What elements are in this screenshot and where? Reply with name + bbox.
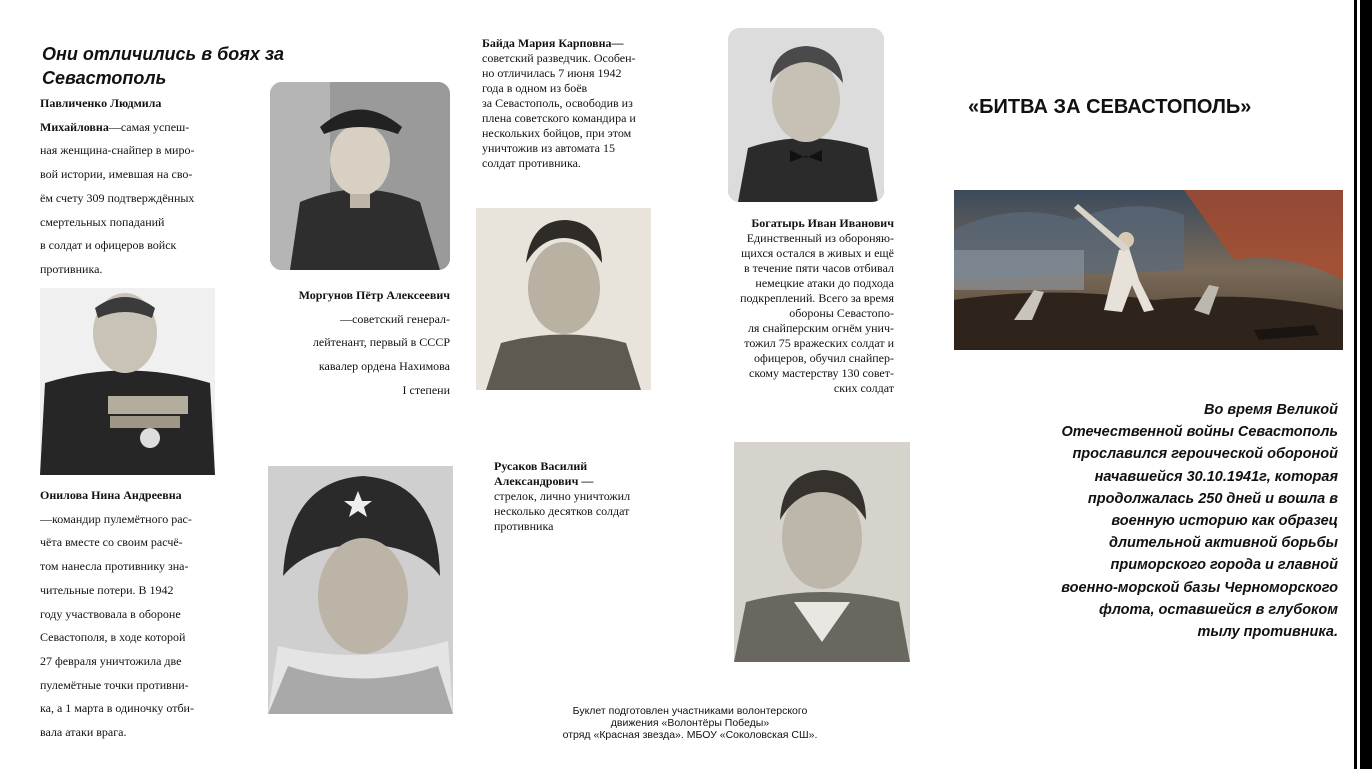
page-edge-line [1354,0,1357,769]
booklet-heading: Они отличились в боях за Севастополь [42,44,285,88]
bogatyr-bio: Богатырь Иван Иванович Единственный из обороняю- щихся остался в живых и ещё в течение пяти часов отбивал немецкие атаки до подхода подкреплений. Всего за время обороны Севастопо- ля снайперским огнём унич- тожил 75 вражеских солдат и офицеров, обучил снайпер- скому мастерству 130 совет- ских солдат [666,216,894,396]
onilova-bio: Онилова Нина Андреевна —командир пулемётного рас- чёта вместе со своим расчё- том нанесла противнику зна- чительные потери. В 1942 году участвовала в обороне Севастополя, в ходе которой 27 февраля уничтожила две пулемётные точки противни- ка, а 1 марта в одиночку отби- вала атаки врага. [40,484,262,745]
rusakov-bio: Русаков Василий Александрович — стрелок, лично уничтожил несколько десятков солдат противника [494,459,714,534]
history-paragraph: Во время Великой Отечественной войны Севастополь прославился героической обороной начавшейся 30.10.1941г, которая продолжалась 250 дней и вошла в военную историю как образец длительной активной борьбы приморского города и главной военно-морской базы Черноморского флота, оставшейся в глубоком тылу противника. [1061,402,1338,641]
battle-painting [954,190,1343,350]
morgunov-bio: Моргунов Пётр Алексеевич —советский генерал- лейтенант, первый в СССР кавалер ордена Нахимова I степени [215,284,450,403]
baida-name: Байда Мария Карповна— [482,36,624,50]
page-title: «БИТВА ЗА СЕВАСТОПОЛЬ» [968,96,1252,118]
bogatyr-name: Богатырь Иван Иванович [751,216,894,230]
baida-photo [728,28,884,202]
rusakov-name: Русаков Василий [494,459,588,473]
bogatyr-photo [476,208,651,390]
onilova-photo [268,466,453,714]
booklet-footer: Буклет подготовлен участниками волонтерского движения «Волонтёры Победы» отряд «Красная звезда». МБОУ «Соколовская СШ». [562,705,818,741]
rusakov-photo [734,442,910,662]
pavlichenko-bio: Павличенко Людмила Михайловна—самая успеш- ная женщина-снайпер в миро- вой истории, имевшая на сво- ём счету 309 подтверждённых смертельных попаданий в солдат и офицеров войск противника. [40,92,265,282]
page-edge-border [1360,0,1372,769]
morgunov-name: Моргунов Пётр Алексеевич [298,288,450,302]
morgunov-photo [40,288,215,475]
baida-bio: Байда Мария Карповна— советский разведчик. Особен- но отличилась 7 июня 1942 года в одном из боёв за Севастополь, освободив из плена советского командира и нескольких бойцов, при этом уничтожив из автомата 15 солдат противника. [482,36,712,171]
pavlichenko-photo [270,82,450,270]
onilova-name: Онилова Нина Андреевна [40,488,182,502]
pavlichenko-name: Павличенко Людмила [40,96,162,110]
